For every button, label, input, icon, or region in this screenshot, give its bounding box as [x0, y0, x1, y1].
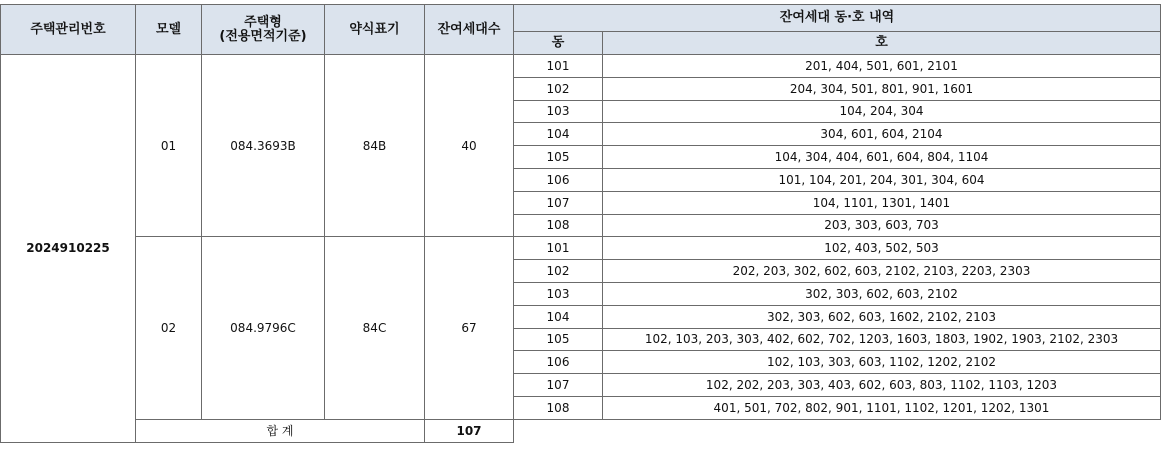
ho-cell: 304, 601, 604, 2104 — [603, 123, 1161, 146]
total-value: 107 — [425, 419, 514, 442]
dong-cell: 107 — [514, 374, 603, 397]
ho-cell: 203, 303, 603, 703 — [603, 214, 1161, 237]
ho-cell: 204, 304, 501, 801, 901, 1601 — [603, 77, 1161, 100]
ho-cell: 202, 203, 302, 602, 603, 2102, 2103, 2203, 2303 — [603, 260, 1161, 283]
header-house-type-line2: (전용면적기준) — [219, 28, 307, 44]
header-house-type-line1: 주택형 — [244, 14, 282, 30]
management-no-cell: 2024910225 — [1, 55, 136, 443]
header-ho: 호 — [603, 32, 1161, 55]
model-cell: 02 — [136, 237, 202, 419]
ho-cell: 102, 403, 502, 503 — [603, 237, 1161, 260]
abbrev-cell: 84C — [325, 237, 425, 419]
model-cell: 01 — [136, 55, 202, 237]
ho-cell: 104, 1101, 1301, 1401 — [603, 191, 1161, 214]
dong-cell: 108 — [514, 214, 603, 237]
ho-cell: 201, 404, 501, 601, 2101 — [603, 55, 1161, 78]
ho-cell: 102, 103, 303, 603, 1102, 1202, 2102 — [603, 351, 1161, 374]
header-abbrev: 약식표기 — [325, 5, 425, 55]
ho-cell: 102, 103, 203, 303, 402, 602, 702, 1203, 1603, 1803, 1902, 1903, 2102, 2303 — [603, 328, 1161, 351]
ho-cell: 102, 202, 203, 303, 403, 602, 603, 803, 1102, 1103, 1203 — [603, 374, 1161, 397]
header-model: 모델 — [136, 5, 202, 55]
remaining-cell: 40 — [425, 55, 514, 237]
dong-cell: 106 — [514, 351, 603, 374]
header-dong: 동 — [514, 32, 603, 55]
dong-cell: 107 — [514, 191, 603, 214]
header-detail: 잔여세대 동·호 내역 — [514, 5, 1161, 32]
remaining-units-table — [0, 4, 1161, 443]
dong-cell: 102 — [514, 260, 603, 283]
house-type-cell: 084.3693B — [202, 55, 325, 237]
dong-cell: 106 — [514, 168, 603, 191]
dong-cell: 105 — [514, 146, 603, 169]
remaining-cell: 67 — [425, 237, 514, 419]
dong-cell: 102 — [514, 77, 603, 100]
ho-cell: 104, 204, 304 — [603, 100, 1161, 123]
total-empty-cell — [514, 419, 1161, 442]
dong-cell: 101 — [514, 55, 603, 78]
table-row — [1, 55, 1161, 78]
house-type-cell: 084.9796C — [202, 237, 325, 419]
dong-cell: 105 — [514, 328, 603, 351]
table-row — [1, 237, 1161, 260]
dong-cell: 104 — [514, 123, 603, 146]
dong-cell: 101 — [514, 237, 603, 260]
abbrev-cell: 84B — [325, 55, 425, 237]
ho-cell: 302, 303, 602, 603, 2102 — [603, 282, 1161, 305]
header-management-no: 주택관리번호 — [1, 5, 136, 55]
ho-cell: 401, 501, 702, 802, 901, 1101, 1102, 1201, 1202, 1301 — [603, 396, 1161, 419]
ho-cell: 104, 304, 404, 601, 604, 804, 1104 — [603, 146, 1161, 169]
header-house-type — [202, 5, 325, 55]
dong-cell: 108 — [514, 396, 603, 419]
total-label: 합 계 — [136, 419, 425, 442]
dong-cell: 104 — [514, 305, 603, 328]
dong-cell: 103 — [514, 100, 603, 123]
header-remaining: 잔여세대수 — [425, 5, 514, 55]
dong-cell: 103 — [514, 282, 603, 305]
ho-cell: 302, 303, 602, 603, 1602, 2102, 2103 — [603, 305, 1161, 328]
ho-cell: 101, 104, 201, 204, 301, 304, 604 — [603, 168, 1161, 191]
total-row — [1, 419, 1161, 442]
